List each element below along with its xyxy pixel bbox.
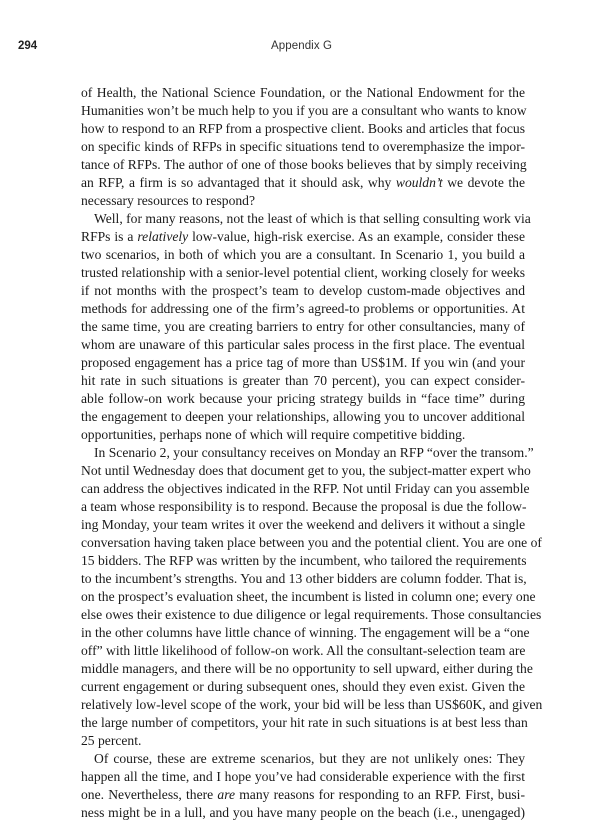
text-line: In Scenario 2, your consultancy receives on Monday an RFP “over the transom.” xyxy=(94,445,534,460)
text-line: Of course, these are extreme scenarios, but they are not unlikely ones: They xyxy=(94,751,525,766)
text-line: happen all the time, and I hope you’ve had considerable experience with the first xyxy=(81,769,525,784)
italic-emphasis: wouldn’t xyxy=(395,175,443,190)
text-line: on specific kinds of RFPs in specific situations tend to overemphasize the impor- xyxy=(81,139,525,154)
text-line: 15 bidders. The RFP was written by the incumbent, who tailored the requirements xyxy=(81,553,527,568)
text-segment: one. Nevertheless, there xyxy=(81,787,218,802)
text-line: ing Monday, your team writes it over the weekend and delivers it without a single xyxy=(81,517,526,532)
text-line: proposed engagement has a price tag of more than US$1M. If you win (and your xyxy=(81,355,525,370)
text-line xyxy=(81,228,525,246)
text-segment: an RFP, a firm is so advantaged that it should ask, why xyxy=(81,175,396,190)
page-number: 294 xyxy=(18,40,38,52)
text-segment: RFPs is a xyxy=(81,229,138,244)
text-line: methods for addressing one of the firm’s agreed-to problems or opportunities. At xyxy=(81,301,525,316)
text-line: able follow-on work because your pricing strategy builds in “face time” during xyxy=(81,391,525,406)
text-line: ness might be in a lull, and you have many people on the beach (i.e., unengaged) xyxy=(81,805,525,820)
text-line: middle managers, and there will be no opportunity to sell upward, either during the xyxy=(81,661,533,676)
text-line: current engagement or during subsequent ones, should they even exist. Given the xyxy=(81,679,525,694)
text-segment: low-value, high-risk exercise. As an example, consider these xyxy=(188,229,526,244)
text-line: a team whose responsibility is to respond. Because the proposal is due the follow- xyxy=(81,499,527,514)
text-line: the same time, you are creating barriers to entry for other consultancies, many of xyxy=(81,319,525,334)
text-line: Not until Wednesday does that document get to you, the subject-matter expert who xyxy=(81,463,531,478)
text-line: in the other columns have little chance of winning. The engagement will be a “one xyxy=(81,625,530,640)
text-line: on the prospect’s evaluation sheet, the incumbent is listed in column one; every one xyxy=(81,589,536,604)
text-segment: many reasons for responding to an RFP. First, busi- xyxy=(235,787,525,802)
text-line: if not months with the prospect’s team to develop custom-made objectives and xyxy=(81,283,525,298)
italic-emphasis: are xyxy=(217,787,236,802)
body-text xyxy=(81,84,543,822)
text-line: off” with little likelihood of follow-on work. All the consultant-selection team are xyxy=(81,643,526,658)
page-header xyxy=(0,40,603,58)
text-line: whom are unaware of this particular sales process in the first place. The eventual xyxy=(81,337,525,352)
text-line: to the incumbent’s strengths. You and 13 other bidders are column fodder. That is, xyxy=(81,571,527,586)
text-line: can address the objectives indicated in the RFP. Not until Friday can you assemble xyxy=(81,481,530,496)
text-line xyxy=(81,786,525,804)
running-head: Appendix G xyxy=(270,40,333,52)
text-line: conversation having taken place between you and the potential client. You are one of xyxy=(81,535,542,550)
text-line: Humanities won’t be much help to you if you are a consultant who wants to know xyxy=(81,103,527,118)
text-line: 25 percent. xyxy=(81,733,142,748)
text-line xyxy=(81,174,525,192)
text-line: how to respond to an RFP from a prospective client. Books and articles that focus xyxy=(81,121,525,136)
text-line: opportunities, perhaps none of which will require competitive bidding. xyxy=(81,427,466,442)
text-segment: we devote the xyxy=(442,175,525,190)
italic-emphasis: relatively xyxy=(137,229,189,244)
text-line: the large number of competitors, your hit rate in such situations is at best less than xyxy=(81,715,528,730)
text-line: of Health, the National Science Foundation, or the National Endowment for the xyxy=(81,85,525,100)
text-line: relatively low-level scope of the work, your bid will be less than US$60K, and given xyxy=(81,697,543,712)
text-line: trusted relationship with a senior-level potential client, working closely for weeks xyxy=(81,265,526,280)
text-line: else owes their existence to due diligence or legal requirements. Those consultancies xyxy=(81,607,542,622)
text-line: necessary resources to respond? xyxy=(81,193,256,208)
text-line: tance of RFPs. The author of one of those books believes that by simply receiving xyxy=(81,157,527,172)
text-line: two scenarios, in both of which you are a consultant. In Scenario 1, you build a xyxy=(81,247,525,262)
text-line: Well, for many reasons, not the least of which is that selling consulting work via xyxy=(94,211,531,226)
text-line: hit rate in such situations is greater than 70 percent), you can expect consider- xyxy=(81,373,525,388)
text-line: the engagement to deepen your relationships, allowing you to uncover additional xyxy=(81,409,525,424)
